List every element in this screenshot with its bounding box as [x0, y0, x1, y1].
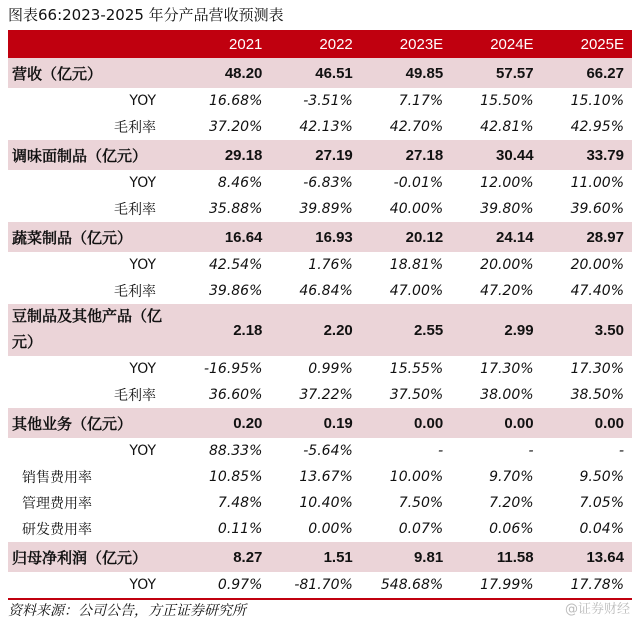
- value-cell: 2.55: [361, 304, 451, 356]
- value-cell: 47.20%: [480, 283, 534, 299]
- value-cell: 88.33%: [209, 443, 263, 459]
- value-cell: 10.00%: [389, 469, 444, 485]
- table-row: [8, 408, 632, 438]
- value-cell: 20.12: [361, 222, 451, 252]
- value-cell: 2.18: [180, 304, 270, 356]
- value-cell: 7.05%: [579, 495, 624, 511]
- row-label: 研发费用率: [22, 522, 92, 538]
- value-cell: 0.20: [180, 408, 270, 438]
- value-cell: -16.95%: [203, 361, 263, 377]
- value-cell: 37.20%: [209, 119, 263, 135]
- header-cell: 2024E: [451, 30, 541, 58]
- value-cell: 548.68%: [361, 572, 451, 599]
- table-row: [8, 438, 632, 464]
- table-row: [8, 464, 632, 490]
- value-cell: 39.89%: [299, 201, 353, 217]
- value-cell: 2.99: [451, 304, 541, 356]
- table-row: [8, 516, 632, 542]
- value-cell: 20.00%: [570, 257, 624, 273]
- value-cell: 42.13%: [299, 119, 353, 135]
- value-cell: 42.95%: [570, 119, 624, 135]
- value-cell: 0.11%: [217, 521, 263, 537]
- table-row: [8, 58, 632, 88]
- value-cell: 0.19: [270, 408, 360, 438]
- value-cell: 27.18: [361, 140, 451, 170]
- value-cell: 46.84%: [299, 283, 353, 299]
- value-cell: -3.51%: [303, 93, 353, 109]
- value-cell: 9.81: [361, 542, 451, 572]
- value-cell: 16.64: [180, 222, 270, 252]
- value-cell: 16.93: [270, 222, 360, 252]
- value-cell: 30.44: [451, 140, 541, 170]
- value-cell: 39.60%: [570, 201, 624, 217]
- value-cell: 7.20%: [489, 495, 534, 511]
- table-row: [8, 356, 632, 382]
- value-cell: 42.81%: [480, 119, 534, 135]
- row-label: 毛利率: [114, 284, 156, 300]
- value-cell: 38.50%: [570, 387, 624, 403]
- value-cell: 0.04%: [579, 521, 624, 537]
- table-row: [8, 222, 632, 252]
- value-cell: 37.22%: [299, 387, 353, 403]
- value-cell: 33.79: [542, 140, 632, 170]
- row-label: 调味面制品（亿元）: [8, 140, 180, 170]
- value-cell: 48.20: [180, 58, 270, 88]
- table-row: [8, 382, 632, 408]
- header-cell: 2025E: [542, 30, 632, 58]
- value-cell: 0.06%: [489, 521, 534, 537]
- value-cell: -: [618, 443, 624, 459]
- value-cell: 38.00%: [480, 387, 534, 403]
- row-label: 管理费用率: [22, 496, 92, 512]
- row-label: 毛利率: [114, 202, 156, 218]
- value-cell: 0.00: [451, 408, 541, 438]
- value-cell: 1.76%: [308, 257, 353, 273]
- row-label: 毛利率: [114, 388, 156, 404]
- table-title: 图表66:2023-2025 年分产品营收预测表: [8, 6, 284, 24]
- value-cell: 0.00: [542, 408, 632, 438]
- value-cell: 17.78%: [542, 572, 632, 599]
- value-cell: 7.17%: [398, 93, 444, 109]
- row-label: 销售费用率: [22, 470, 92, 486]
- table-row: [8, 114, 632, 140]
- value-cell: 12.00%: [480, 175, 534, 191]
- value-cell: 10.40%: [299, 495, 353, 511]
- value-cell: 1.51: [270, 542, 360, 572]
- value-cell: 39.80%: [480, 201, 534, 217]
- header-cell: [8, 30, 180, 58]
- header-cell: 2021: [180, 30, 270, 58]
- value-cell: -0.01%: [393, 175, 444, 191]
- header-cell: 2023E: [361, 30, 451, 58]
- value-cell: 47.00%: [389, 283, 444, 299]
- value-cell: 8.46%: [217, 175, 263, 191]
- value-cell: 11.58: [451, 542, 541, 572]
- watermark: @证券财经: [564, 602, 630, 617]
- value-cell: 0.00: [361, 408, 451, 438]
- table-row: [8, 490, 632, 516]
- table-row: [8, 278, 632, 304]
- value-cell: 7.48%: [217, 495, 263, 511]
- value-cell: 66.27: [542, 58, 632, 88]
- value-cell: 2.20: [270, 304, 360, 356]
- table-row: [8, 252, 632, 278]
- table-row: [8, 88, 632, 114]
- value-cell: 16.68%: [209, 93, 263, 109]
- value-cell: 17.30%: [570, 361, 624, 377]
- value-cell: 39.86%: [209, 283, 263, 299]
- value-cell: 20.00%: [480, 257, 534, 273]
- value-cell: 10.85%: [209, 469, 263, 485]
- value-cell: 27.19: [270, 140, 360, 170]
- value-cell: 0.97%: [180, 572, 270, 599]
- value-cell: 24.14: [451, 222, 541, 252]
- row-label: YOY: [129, 361, 156, 377]
- row-label: 豆制品及其他产品（亿元）: [8, 304, 180, 356]
- value-cell: 0.07%: [398, 521, 444, 537]
- value-cell: 29.18: [180, 140, 270, 170]
- row-label: 归母净利润（亿元）: [8, 542, 180, 572]
- value-cell: 13.64: [542, 542, 632, 572]
- row-label: YOY: [8, 572, 180, 599]
- table-row: [8, 304, 632, 356]
- value-cell: 28.97: [542, 222, 632, 252]
- row-label: 蔬菜制品（亿元）: [8, 222, 180, 252]
- value-cell: 40.00%: [389, 201, 444, 217]
- value-cell: 13.67%: [299, 469, 353, 485]
- value-cell: 18.81%: [389, 257, 444, 273]
- value-cell: 36.60%: [209, 387, 263, 403]
- table-row: [8, 140, 632, 170]
- value-cell: 15.55%: [389, 361, 444, 377]
- source-note: 资料来源：公司公告，方正证券研究所: [8, 603, 246, 619]
- value-cell: 37.50%: [389, 387, 444, 403]
- value-cell: -81.70%: [270, 572, 360, 599]
- row-label: YOY: [129, 175, 156, 191]
- row-label: YOY: [129, 443, 156, 459]
- forecast-table: [8, 30, 632, 600]
- row-label: 其他业务（亿元）: [8, 408, 180, 438]
- value-cell: -5.64%: [303, 443, 353, 459]
- table-row: [8, 196, 632, 222]
- row-label: 营收（亿元）: [8, 58, 180, 88]
- header-row: [8, 30, 632, 58]
- value-cell: 17.99%: [451, 572, 541, 599]
- value-cell: -: [528, 443, 534, 459]
- value-cell: 47.40%: [570, 283, 624, 299]
- value-cell: 49.85: [361, 58, 451, 88]
- row-label: YOY: [129, 93, 156, 109]
- value-cell: -: [438, 443, 444, 459]
- table-row: [8, 542, 632, 572]
- value-cell: 0.99%: [308, 361, 353, 377]
- header-cell: 2022: [270, 30, 360, 58]
- value-cell: 15.10%: [570, 93, 624, 109]
- value-cell: -6.83%: [303, 175, 353, 191]
- value-cell: 17.30%: [480, 361, 534, 377]
- value-cell: 0.00%: [308, 521, 353, 537]
- value-cell: 11.00%: [570, 175, 624, 191]
- value-cell: 35.88%: [209, 201, 263, 217]
- value-cell: 3.50: [542, 304, 632, 356]
- value-cell: 8.27: [180, 542, 270, 572]
- table-row: [8, 170, 632, 196]
- value-cell: 57.57: [451, 58, 541, 88]
- value-cell: 46.51: [270, 58, 360, 88]
- table-row: [8, 572, 632, 599]
- row-label: YOY: [129, 257, 156, 273]
- value-cell: 9.70%: [489, 469, 534, 485]
- row-label: 毛利率: [114, 120, 156, 136]
- table-body: [8, 58, 632, 599]
- value-cell: 7.50%: [398, 495, 444, 511]
- value-cell: 42.54%: [209, 257, 263, 273]
- value-cell: 15.50%: [480, 93, 534, 109]
- value-cell: 42.70%: [389, 119, 444, 135]
- value-cell: 9.50%: [579, 469, 624, 485]
